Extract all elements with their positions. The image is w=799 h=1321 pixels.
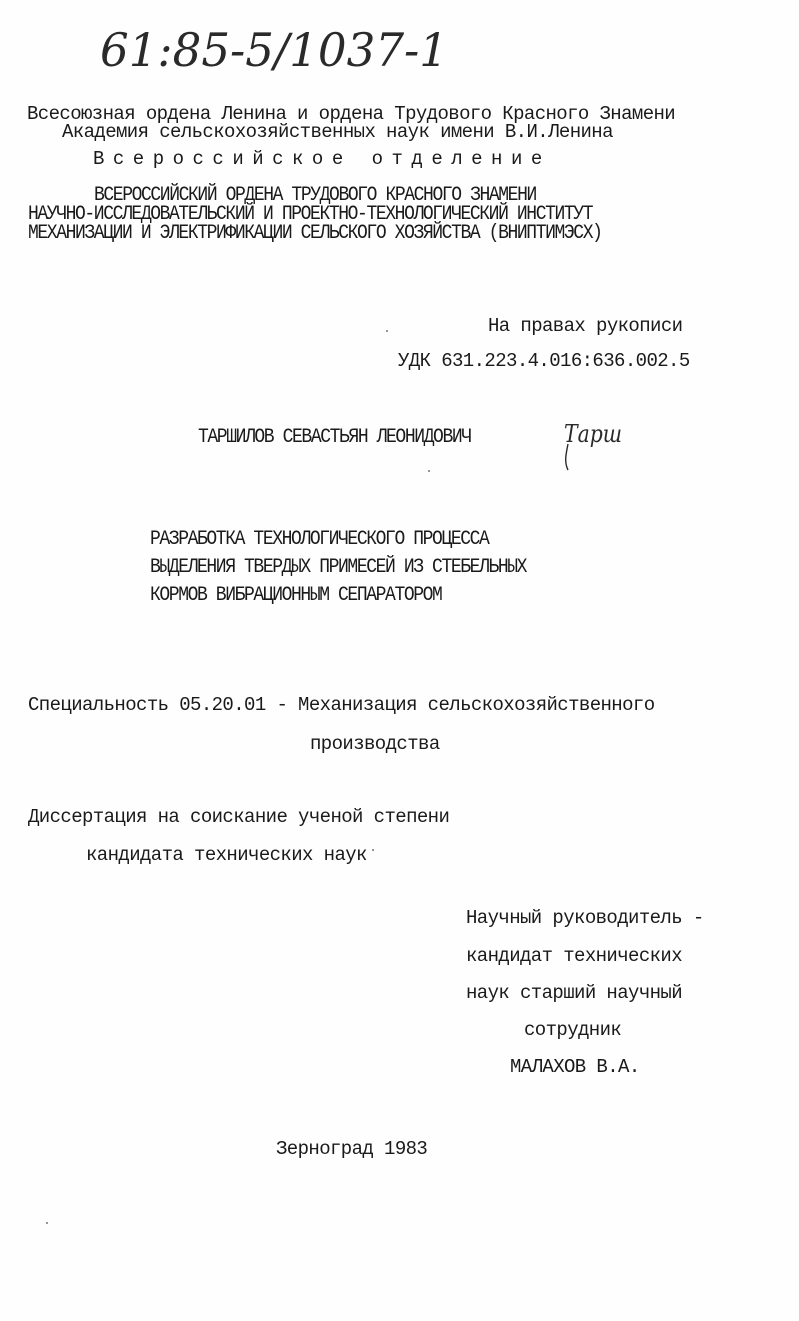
signature-text: Тарш xyxy=(564,420,622,448)
institute-line-1: ВСЕРОССИЙСКИЙ ОРДЕНА ТРУДОВОГО КРАСНОГО ЗНАМЕНИ xyxy=(94,184,536,207)
scan-speck xyxy=(428,470,430,472)
author-name: ТАРШИЛОВ СЕВАСТЬЯН ЛЕОНИДОВИЧ xyxy=(198,426,471,449)
archive-code-text: 61:85-5/1037-1 xyxy=(100,23,448,77)
department-heading: Всероссийское отделение xyxy=(93,148,551,170)
academy-line-2: Академия сельскохозяйственных наук имени В.И.Ленина xyxy=(62,121,613,143)
title-line-3: КОРМОВ ВИБРАЦИОННЫМ СЕПАРАТОРОМ xyxy=(150,584,442,607)
title-line-2: ВЫДЕЛЕНИЯ ТВЕРДЫХ ПРИМЕСЕЙ ИЗ СТЕБЕЛЬНЫХ xyxy=(150,556,527,579)
udc-code: УДК 631.223.4.016:636.002.5 xyxy=(398,350,690,372)
academy-line-1: Всесоюзная ордена Ленина и ордена Трудового Красного Знамени xyxy=(27,103,676,125)
title-line-1: РАЗРАБОТКА ТЕХНОЛОГИЧЕСКОГО ПРОЦЕССА xyxy=(150,528,489,551)
author-signature xyxy=(558,408,634,474)
rights-notice: На правах рукописи xyxy=(488,315,683,337)
institute-line-3: МЕХАНИЗАЦИИ И ЭЛЕКТРИФИКАЦИИ СЕЛЬСКОГО ХОЗЯЙСТВА (ВНИПТИМЭСХ) xyxy=(28,222,602,245)
scan-speck xyxy=(46,1222,48,1224)
place-year: Зерноград 1983 xyxy=(276,1138,428,1160)
supervisor-line-1: Научный руководитель - xyxy=(466,907,704,929)
supervisor-line-2: кандидат технических xyxy=(466,945,683,967)
supervisor-line-4: сотрудник xyxy=(524,1019,622,1041)
supervisor-name: МАЛАХОВ В.А. xyxy=(510,1056,640,1078)
degree-line-2: кандидата технических наук xyxy=(86,844,367,866)
degree-line-1: Диссертация на соискание ученой степени xyxy=(28,806,450,828)
archive-code-handwritten xyxy=(96,14,456,86)
supervisor-line-3: наук старший научный xyxy=(466,982,683,1004)
scan-speck xyxy=(386,330,388,332)
institute-line-2: НАУЧНО-ИССЛЕДОВАТЕЛЬСКИЙ И ПРОЕКТНО-ТЕХНОЛОГИЧЕСКИЙ ИНСТИТУТ xyxy=(28,203,593,226)
specialty-line-2: производства xyxy=(310,733,440,755)
scan-speck xyxy=(372,849,374,851)
specialty-line-1: Специальность 05.20.01 - Механизация сельскохозяйственного xyxy=(28,694,655,716)
